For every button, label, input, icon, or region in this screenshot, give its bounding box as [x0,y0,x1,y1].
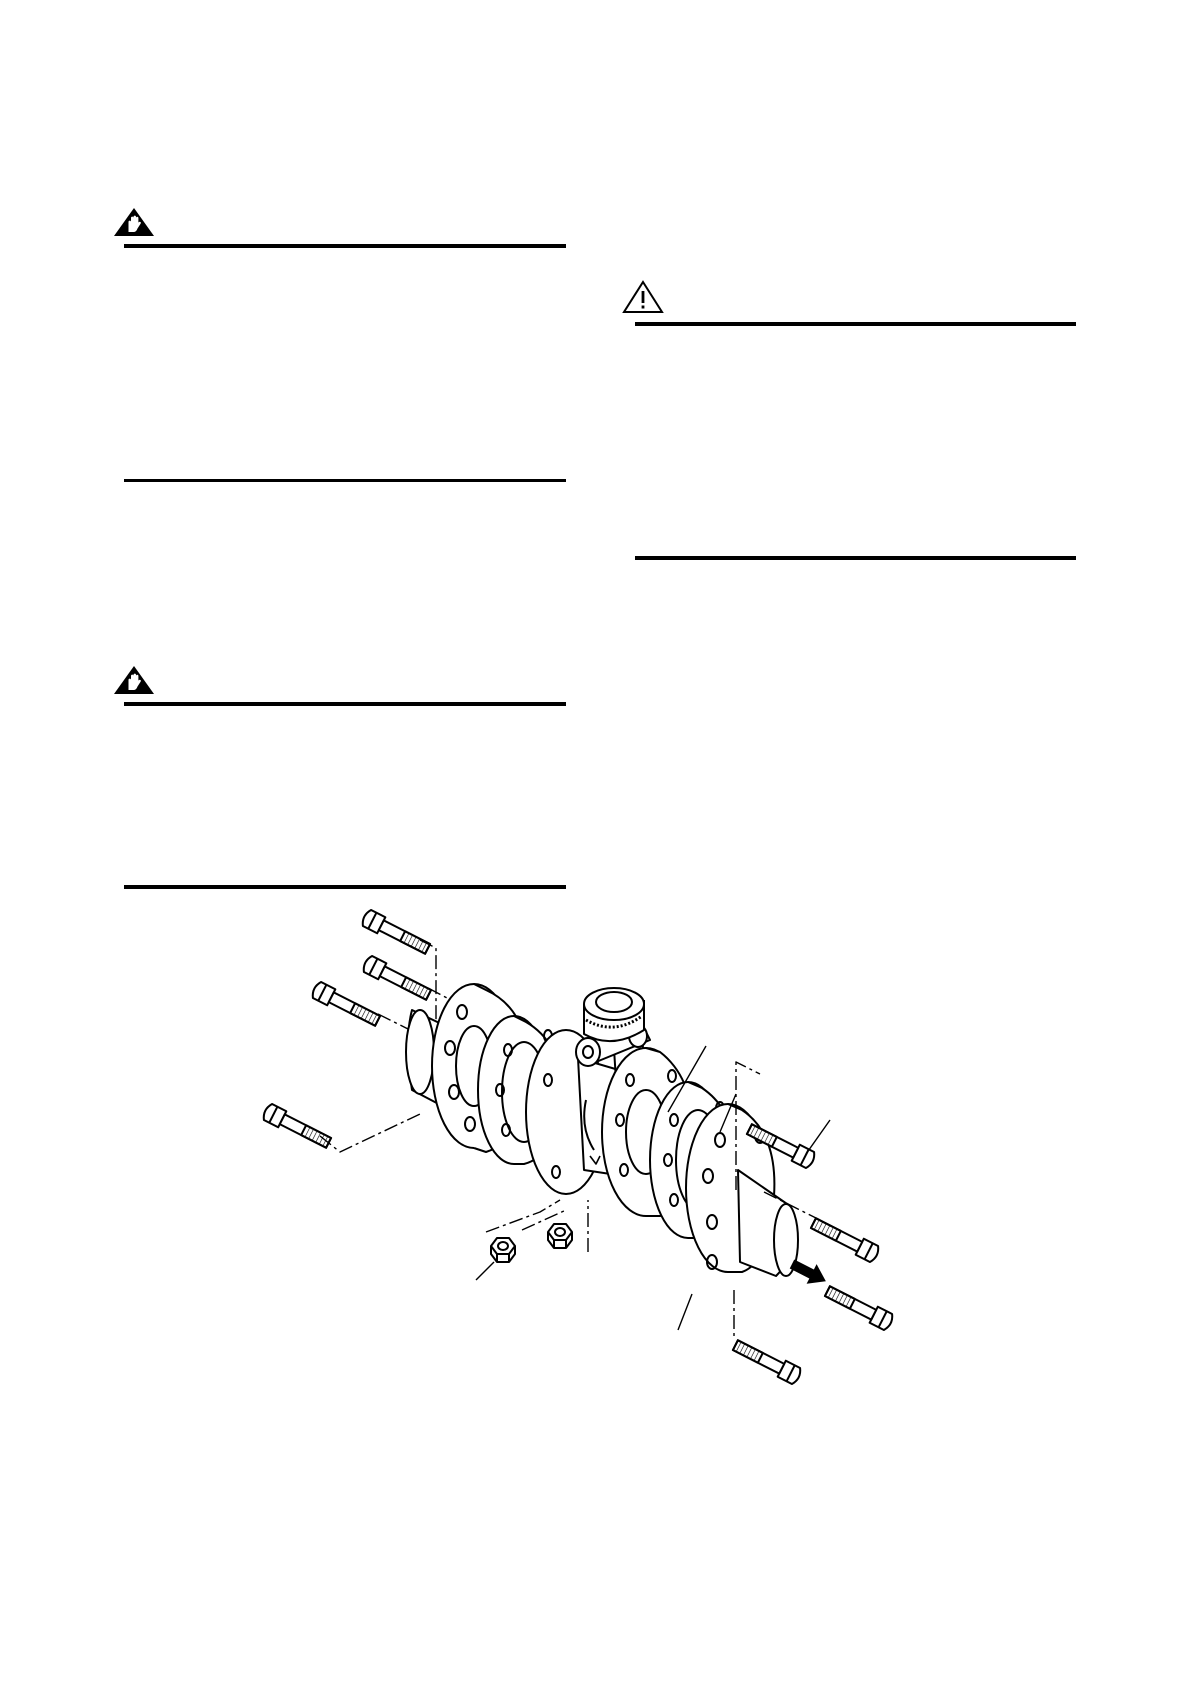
bolt [823,1283,894,1331]
bolt [261,1103,332,1151]
nut [548,1224,572,1248]
bolt [310,981,381,1029]
nut [491,1238,515,1262]
bolt [360,909,431,957]
bolt [809,1215,880,1263]
bolt [361,955,432,1003]
bolt [731,1337,802,1385]
